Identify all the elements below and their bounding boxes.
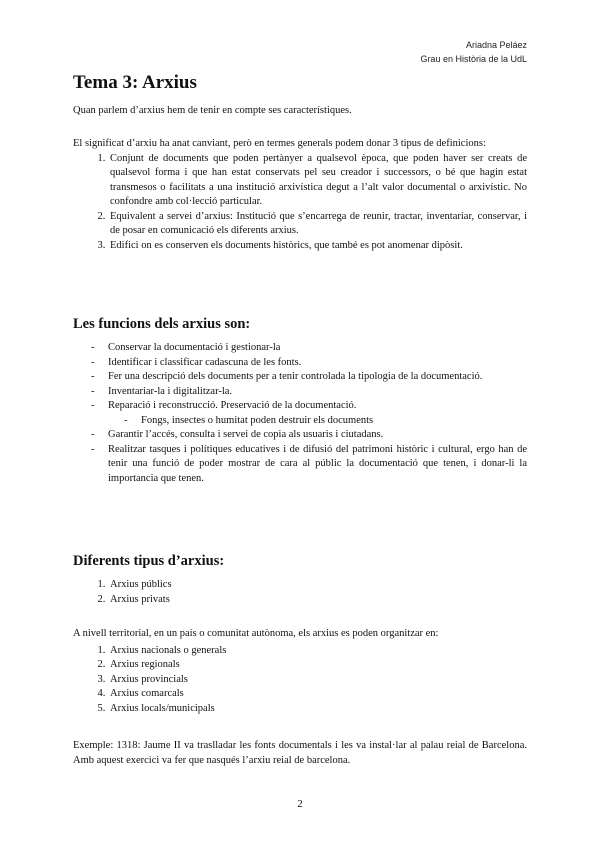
intro-text: Quan parlem d’arxius hem de tenir en compte ses característiques.	[73, 105, 352, 116]
list-item: - Realitzar tasques i polítiques educatives i de difusió del patrimoni històric i cultural, ergo han de tenir una funció de poder mostrar de cara al públic la documentació que tenen, i donar-li la importancia que tenen.	[108, 443, 527, 487]
example-paragraph	[73, 739, 527, 768]
functions-list	[73, 341, 527, 486]
list-item: 3. Edifici on es conserven els documents històrics, que també es pot anomenar dipòsit.	[108, 239, 527, 254]
example-text: Exemple: 1318: Jaume II va traslladar les fonts documentals i les va instal·lar al palau reial de Barcelona. Amb aquest exercici va fer que nasqués l’arxiu reial de barcelona.	[73, 740, 527, 766]
list-item-text: Reparació i reconstrucció. Preservació de la documentació.	[108, 400, 357, 411]
definitions-list	[73, 152, 527, 254]
list-item: 2. Arxius regionals	[108, 658, 527, 673]
list-item: - Inventariar-la i digitalitzar-la.	[108, 385, 527, 400]
list-item: - Garantir l’accés, consulta i servei de copia als usuaris i ciutadans.	[108, 428, 527, 443]
types-list	[73, 578, 527, 607]
header-author: Ariadna Peláez	[465, 40, 527, 50]
list-item: 2. Equivalent a servei d’arxius: Institució que s’encarrega de reunir, tractar, inventariar, conservar, i de posar en comunicació els diferents arxius.	[108, 210, 527, 239]
definitions-intro: El significat d’arxiu ha anat canviant, però en termes generals podem donar 3 tipus de definicions:	[73, 138, 486, 149]
section-heading-types: Diferents tipus d’arxius:	[73, 553, 225, 569]
page-title: Tema 3: Arxius	[73, 72, 197, 93]
list-item: 5. Arxius locals/municipals	[108, 702, 527, 717]
list-item: 2. Arxius privats	[108, 593, 527, 608]
list-item: 1. Arxius públics	[108, 578, 527, 593]
list-item: - Conservar la documentació i gestionar-la	[108, 341, 527, 356]
list-item: 1. Arxius nacionals o generals	[108, 644, 527, 659]
intro-paragraph	[73, 104, 527, 119]
list-item: 4. Arxius comarcals	[108, 687, 527, 702]
header-course: Grau en Història de la UdL	[420, 54, 527, 64]
territorial-section	[73, 627, 527, 716]
list-item	[108, 399, 527, 428]
section-heading-functions: Les funcions dels arxius son:	[73, 316, 251, 332]
page-number: 2	[297, 798, 303, 810]
definitions-section	[73, 137, 527, 253]
territorial-list	[73, 644, 527, 717]
sublist-item: - Fongs, insectes o humitat poden destruir els documents	[141, 414, 527, 429]
page-header	[420, 38, 527, 66]
list-item: 3. Arxius provincials	[108, 673, 527, 688]
list-item: - Identificar i classificar cadascuna de les fonts.	[108, 356, 527, 371]
functions-sublist	[108, 414, 527, 429]
territorial-intro: A nivell territorial, en un país o comunitat autònoma, els arxius es poden organitzar en:	[73, 628, 439, 639]
list-item: 1. Conjunt de documents que poden pertànyer a qualsevol època, que poden haver ser creats de qualsevol forma i que han estat conservats pel seu creador i successors, o bé que hagin estat transmesos o facilitats a una institució arxivística degut a l’alt valor documental o arxivístic. No confondre amb col·lecció particular.	[108, 152, 527, 210]
list-item: - Fer una descripció dels documents per a tenir controlada la tipologia de la documentació.	[108, 370, 527, 385]
types-section	[73, 553, 527, 607]
functions-section	[73, 316, 527, 486]
